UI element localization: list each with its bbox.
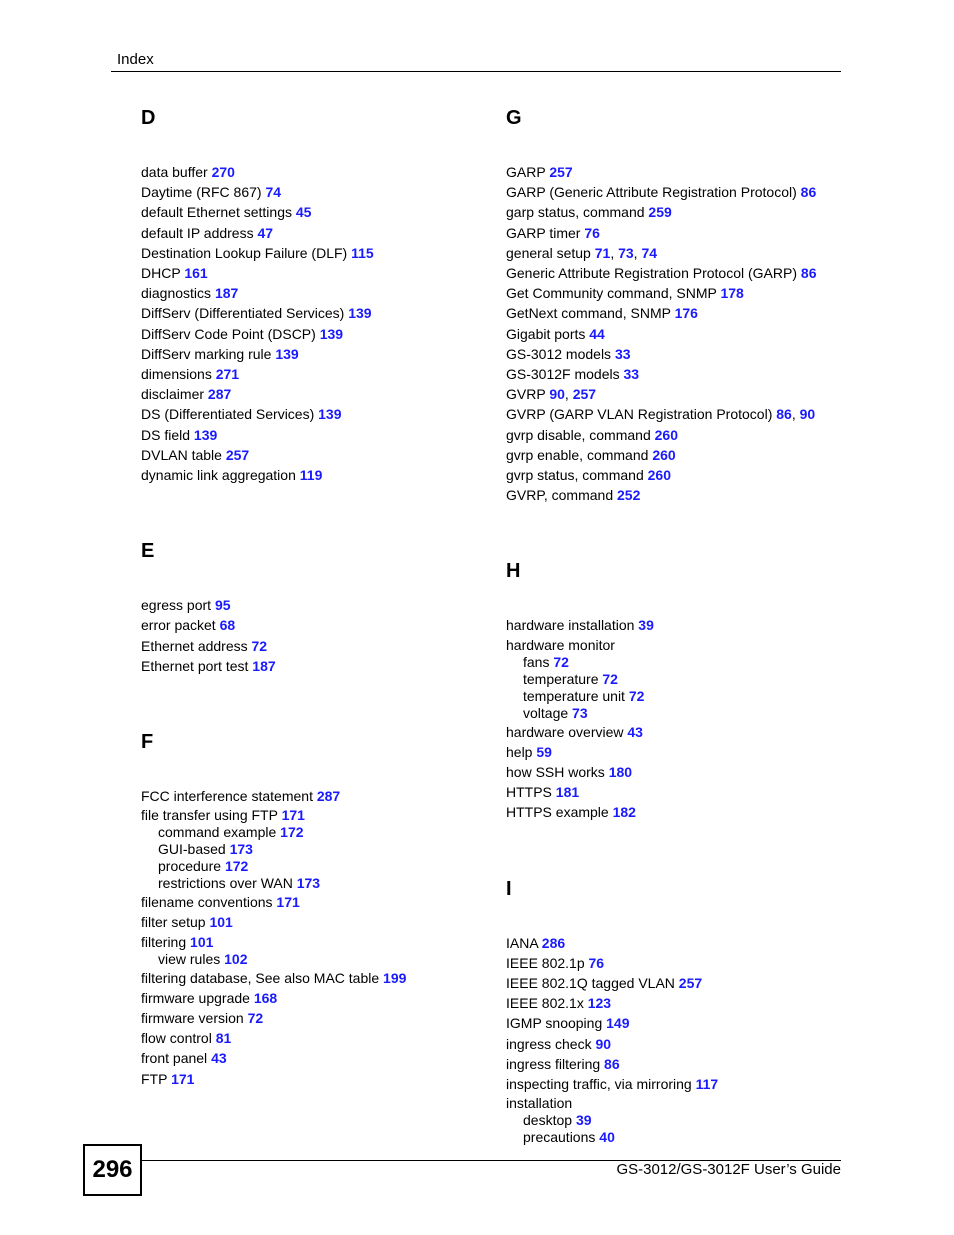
section-letter: D bbox=[141, 107, 156, 129]
index-term: front panel bbox=[141, 1050, 208, 1067]
index-term: ingress filtering bbox=[506, 1055, 601, 1072]
page-reference-link[interactable]: 171 bbox=[281, 807, 305, 824]
page-reference-link[interactable]: 73 bbox=[618, 244, 634, 261]
page-reference-link[interactable]: 173 bbox=[229, 841, 253, 858]
index-term: DHCP bbox=[141, 265, 181, 282]
index-section-d bbox=[141, 104, 491, 485]
index-subentry bbox=[141, 951, 491, 968]
page-reference-link[interactable]: 43 bbox=[211, 1050, 227, 1067]
index-entry bbox=[506, 722, 856, 742]
index-term: DVLAN table bbox=[141, 446, 222, 463]
section-entries bbox=[141, 595, 491, 676]
section-entries bbox=[506, 162, 856, 505]
index-term: firmware upgrade bbox=[141, 989, 250, 1006]
page-reference-link[interactable]: 101 bbox=[209, 914, 233, 931]
page-reference-link[interactable]: 33 bbox=[614, 345, 631, 362]
index-entry bbox=[141, 988, 491, 1008]
index-subentry bbox=[141, 875, 491, 892]
running-header: Index bbox=[117, 51, 154, 68]
index-entry bbox=[141, 223, 491, 243]
index-term: procedure bbox=[158, 858, 222, 875]
index-term: flow control bbox=[141, 1030, 212, 1047]
page-reference-link[interactable]: 86 bbox=[776, 406, 792, 423]
page-reference-link[interactable]: 76 bbox=[588, 954, 605, 971]
index-term: DS (Differentiated Services) bbox=[141, 406, 315, 423]
section-letter: G bbox=[506, 107, 522, 129]
page-reference-link[interactable]: 90 bbox=[799, 406, 816, 423]
index-term: command example bbox=[158, 824, 277, 841]
page-reference-link[interactable]: 139 bbox=[275, 345, 299, 362]
page-reference-link[interactable]: 161 bbox=[184, 265, 208, 282]
page-reference-link[interactable]: 71 bbox=[594, 244, 611, 261]
index-term: GUI-based bbox=[158, 841, 226, 858]
page-reference-link[interactable]: 172 bbox=[224, 858, 249, 875]
index-entry bbox=[141, 1028, 491, 1048]
index-term: GARP bbox=[506, 164, 546, 180]
index-entry bbox=[506, 973, 856, 993]
page-reference-link[interactable]: 252 bbox=[617, 487, 641, 504]
section-letter: F bbox=[141, 731, 154, 754]
index-entry bbox=[141, 912, 491, 932]
page-reference-link[interactable]: 271 bbox=[215, 366, 240, 383]
index-term: ingress check bbox=[506, 1035, 592, 1052]
page-reference-link[interactable]: 260 bbox=[652, 446, 676, 463]
page-reference-link[interactable]: 168 bbox=[253, 989, 278, 1006]
index-entry bbox=[141, 636, 491, 656]
index-entry bbox=[506, 445, 856, 465]
page-reference-link[interactable]: 257 bbox=[549, 164, 573, 180]
index-subentry bbox=[506, 688, 856, 705]
index-term: filtering database, See also MAC table bbox=[141, 969, 380, 986]
index-entry bbox=[141, 595, 491, 615]
index-term: data buffer bbox=[141, 164, 208, 180]
index-term: DiffServ Code Point (DSCP) bbox=[141, 325, 316, 342]
index-term: temperature unit bbox=[523, 687, 625, 704]
index-term: hardware monitor bbox=[506, 636, 615, 653]
index-term: general setup bbox=[506, 244, 591, 261]
page-reference-link[interactable]: 270 bbox=[211, 164, 235, 180]
page-reference-link[interactable]: 259 bbox=[648, 204, 672, 221]
page-reference-link[interactable]: 39 bbox=[575, 1112, 592, 1129]
index-term: GetNext command, SNMP bbox=[506, 305, 671, 322]
page-reference-link[interactable]: 76 bbox=[584, 224, 600, 241]
page-reference-link[interactable]: 260 bbox=[654, 426, 678, 443]
index-entry bbox=[506, 782, 856, 802]
index-entry bbox=[141, 425, 491, 445]
page-reference-link[interactable]: 102 bbox=[224, 950, 248, 967]
page-reference-link[interactable]: 86 bbox=[800, 184, 817, 201]
index-term: dynamic link aggregation bbox=[141, 467, 296, 484]
index-term: filename conventions bbox=[141, 894, 273, 911]
page-reference-link[interactable]: 181 bbox=[555, 784, 580, 801]
page-reference-link[interactable]: 187 bbox=[252, 657, 276, 674]
page-reference-link[interactable]: 287 bbox=[207, 386, 232, 403]
page-reference-link[interactable]: 90 bbox=[549, 386, 565, 403]
index-entry bbox=[506, 162, 856, 182]
index-entry bbox=[141, 445, 491, 465]
index-entry bbox=[141, 303, 491, 323]
index-entry bbox=[141, 344, 491, 364]
index-entry bbox=[141, 892, 491, 912]
index-term: firmware version bbox=[141, 1010, 244, 1027]
index-entry bbox=[141, 615, 491, 635]
index-term: Gigabit ports bbox=[506, 325, 586, 342]
page-reference-link[interactable]: 59 bbox=[536, 743, 552, 760]
index-entry bbox=[506, 993, 856, 1013]
index-entry bbox=[141, 786, 491, 806]
section-letter: E bbox=[141, 540, 155, 563]
page-reference-link[interactable]: 260 bbox=[647, 467, 671, 484]
index-entry bbox=[506, 1074, 856, 1094]
page-reference-link[interactable]: 33 bbox=[623, 366, 640, 383]
index-term: gvrp enable, command bbox=[506, 446, 649, 463]
index-term: Ethernet port test bbox=[141, 657, 249, 674]
index-entry bbox=[141, 1008, 491, 1028]
index-term: DS field bbox=[141, 426, 191, 443]
index-entry bbox=[141, 364, 491, 384]
index-entry bbox=[141, 202, 491, 222]
section-letter: H bbox=[506, 560, 521, 583]
section-entries bbox=[141, 786, 491, 1089]
page-reference-link[interactable]: 139 bbox=[318, 406, 342, 423]
index-term: Daytime (RFC 867) bbox=[141, 184, 262, 201]
page-reference-link[interactable]: 119 bbox=[299, 467, 323, 484]
index-term: diagnostics bbox=[141, 285, 212, 302]
page-reference-link[interactable]: 72 bbox=[602, 670, 618, 687]
index-term: GS-3012F models bbox=[506, 366, 620, 383]
index-term: gvrp status, command bbox=[506, 467, 644, 484]
page-reference-link[interactable]: 72 bbox=[628, 687, 645, 704]
index-entry bbox=[141, 933, 491, 951]
index-entry bbox=[506, 303, 856, 323]
index-term: IANA bbox=[506, 934, 538, 951]
index-subentry bbox=[141, 824, 491, 841]
page-reference-link[interactable]: 72 bbox=[251, 637, 268, 654]
index-entry bbox=[506, 1094, 856, 1112]
index-term: voltage bbox=[523, 704, 569, 721]
index-term: GVRP bbox=[506, 386, 546, 403]
index-column-right bbox=[506, 104, 856, 1146]
index-entry bbox=[506, 223, 856, 243]
index-subentry bbox=[141, 841, 491, 858]
page-reference-link[interactable]: 72 bbox=[553, 653, 569, 670]
index-entry bbox=[506, 344, 856, 364]
index-subentry bbox=[506, 1129, 856, 1146]
index-term: temperature bbox=[523, 670, 599, 687]
index-term: installation bbox=[506, 1095, 573, 1112]
page-reference-link[interactable]: 286 bbox=[541, 934, 566, 951]
index-entry: general setup 71, 73, 74 bbox=[506, 244, 658, 261]
index-entry bbox=[506, 742, 856, 762]
page-reference-link[interactable]: 43 bbox=[627, 723, 643, 740]
page-reference-link[interactable]: 40 bbox=[599, 1129, 615, 1146]
page-reference-link[interactable]: 176 bbox=[674, 305, 698, 322]
section-entries bbox=[506, 615, 856, 822]
page-reference-link[interactable]: 173 bbox=[296, 875, 321, 892]
page-reference-link[interactable]: 287 bbox=[316, 788, 341, 805]
page-reference-link[interactable]: 81 bbox=[215, 1030, 232, 1047]
index-term: view rules bbox=[158, 950, 221, 967]
index-entry: GVRP (GARP VLAN Registration Protocol) 86, 90 bbox=[506, 406, 816, 423]
index-term: hardware installation bbox=[506, 617, 635, 634]
index-term: filter setup bbox=[141, 914, 206, 931]
page-reference-link[interactable]: 171 bbox=[171, 1070, 195, 1087]
page-reference-link[interactable]: 44 bbox=[589, 325, 605, 342]
page-number: 296 bbox=[83, 1144, 142, 1196]
page-reference-link[interactable]: 257 bbox=[225, 446, 250, 463]
index-term: disclaimer bbox=[141, 386, 205, 403]
index-term: IEEE 802.1p bbox=[506, 954, 585, 971]
index-term: how SSH works bbox=[506, 764, 605, 781]
index-term: fans bbox=[523, 653, 550, 670]
index-entry bbox=[506, 263, 856, 283]
index-term: garp status, command bbox=[506, 204, 645, 221]
index-entry bbox=[506, 1054, 856, 1074]
page-reference-link[interactable]: 199 bbox=[383, 969, 407, 986]
page-reference-link[interactable]: 47 bbox=[257, 224, 274, 241]
index-term: GARP timer bbox=[506, 224, 581, 241]
page-reference-link[interactable]: 123 bbox=[587, 995, 612, 1012]
index-term: desktop bbox=[523, 1112, 573, 1129]
index-term: egress port bbox=[141, 597, 212, 614]
page-reference-link[interactable]: 139 bbox=[319, 325, 344, 342]
page-reference-link[interactable]: 74 bbox=[265, 184, 282, 201]
index-term: file transfer using FTP bbox=[141, 807, 278, 824]
index-column-left bbox=[141, 104, 491, 1089]
index-term: HTTPS bbox=[506, 784, 552, 801]
page-reference-link[interactable]: 187 bbox=[214, 285, 239, 302]
page-reference-link[interactable]: 68 bbox=[219, 617, 236, 634]
index-term: Destination Lookup Failure (DLF) bbox=[141, 244, 348, 261]
page-reference-link[interactable]: 178 bbox=[720, 285, 744, 302]
index-entry bbox=[141, 1048, 491, 1068]
index-term: DiffServ marking rule bbox=[141, 345, 272, 362]
index-entry bbox=[506, 802, 856, 822]
index-term: dimensions bbox=[141, 366, 212, 383]
page-reference-link[interactable]: 257 bbox=[572, 386, 597, 403]
index-entry bbox=[506, 615, 856, 635]
index-entry bbox=[506, 1013, 856, 1033]
index-term: GS-3012 models bbox=[506, 345, 612, 362]
index-entry bbox=[141, 384, 491, 404]
index-entry bbox=[506, 636, 856, 654]
index-entry bbox=[141, 283, 491, 303]
index-term: default Ethernet settings bbox=[141, 204, 292, 221]
index-term: error packet bbox=[141, 617, 216, 634]
index-subentry bbox=[506, 671, 856, 688]
index-entry bbox=[506, 364, 856, 384]
index-section-i bbox=[506, 875, 856, 1147]
index-subentry bbox=[506, 1112, 856, 1129]
index-entry bbox=[141, 465, 491, 485]
index-subentry bbox=[141, 858, 491, 875]
index-term: restrictions over WAN bbox=[158, 875, 293, 892]
header-rule bbox=[111, 71, 841, 72]
page-reference-link[interactable]: 95 bbox=[214, 597, 231, 614]
index-subentry bbox=[506, 705, 856, 722]
index-section-e bbox=[141, 537, 491, 676]
index-term: HTTPS example bbox=[506, 804, 609, 821]
index-subentry bbox=[506, 654, 856, 671]
index-term: filtering bbox=[141, 933, 187, 950]
index-term: FTP bbox=[141, 1070, 168, 1087]
index-term: gvrp disable, command bbox=[506, 426, 651, 443]
index-entry bbox=[141, 806, 491, 824]
page-reference-link[interactable]: 139 bbox=[348, 305, 372, 322]
index-entry bbox=[141, 162, 491, 182]
index-entry bbox=[141, 968, 491, 988]
index-section-h bbox=[506, 557, 856, 822]
index-term: FCC interference statement bbox=[141, 788, 313, 805]
page-reference-link[interactable]: 257 bbox=[678, 975, 703, 992]
index-term: Get Community command, SNMP bbox=[506, 285, 717, 302]
index-term: hardware overview bbox=[506, 723, 624, 740]
page-reference-link[interactable]: 73 bbox=[572, 704, 588, 721]
index-entry bbox=[141, 1069, 491, 1089]
index-term: IGMP snooping bbox=[506, 1015, 603, 1032]
index-entry bbox=[506, 485, 856, 505]
page-reference-link[interactable]: 45 bbox=[295, 204, 312, 221]
index-term: DiffServ (Differentiated Services) bbox=[141, 305, 345, 322]
index-entry bbox=[506, 762, 856, 782]
index-term: GVRP (GARP VLAN Registration Protocol) bbox=[506, 406, 773, 423]
page-reference-link[interactable]: 172 bbox=[280, 824, 304, 841]
index-section-f bbox=[141, 728, 491, 1089]
page-reference-link[interactable]: 86 bbox=[604, 1055, 620, 1072]
index-entry bbox=[506, 953, 856, 973]
section-entries bbox=[506, 933, 856, 1147]
section-letter: I bbox=[506, 877, 512, 900]
page-reference-link[interactable]: 74 bbox=[641, 244, 658, 261]
page-reference-link[interactable]: 39 bbox=[638, 617, 654, 634]
page-reference-link[interactable]: 171 bbox=[276, 894, 300, 911]
index-entry bbox=[141, 324, 491, 344]
index-term: GARP (Generic Attribute Registration Protocol) bbox=[506, 184, 797, 201]
page-reference-link[interactable]: 72 bbox=[247, 1010, 264, 1027]
index-entry bbox=[141, 656, 491, 676]
index-entry bbox=[506, 324, 856, 344]
page-reference-link[interactable]: 117 bbox=[695, 1076, 719, 1093]
index-entry bbox=[506, 182, 856, 202]
index-term: IEEE 802.1Q tagged VLAN bbox=[506, 975, 675, 992]
index-term: IEEE 802.1x bbox=[506, 995, 584, 1012]
index-term: precautions bbox=[523, 1129, 596, 1146]
index-entry bbox=[506, 933, 856, 953]
index-term: help bbox=[506, 743, 533, 760]
page-reference-link[interactable]: 101 bbox=[190, 933, 214, 950]
index-entry bbox=[141, 243, 491, 263]
index-entry bbox=[506, 425, 856, 445]
page-reference-link[interactable]: 90 bbox=[595, 1035, 612, 1052]
guide-title: GS-3012/GS-3012F User’s Guide bbox=[616, 1161, 841, 1178]
index-term: Generic Attribute Registration Protocol (GARP) bbox=[506, 265, 798, 282]
index-term: GVRP, command bbox=[506, 487, 614, 504]
index-entry bbox=[141, 182, 491, 202]
index-entry bbox=[506, 1034, 856, 1054]
page-reference-link[interactable]: 149 bbox=[606, 1015, 630, 1032]
page-reference-link[interactable]: 115 bbox=[351, 244, 374, 261]
index-entry bbox=[141, 263, 491, 283]
index-entry bbox=[506, 202, 856, 222]
page-reference-link[interactable]: 182 bbox=[612, 804, 636, 821]
page-reference-link[interactable]: 139 bbox=[193, 426, 218, 443]
page-reference-link[interactable]: 86 bbox=[800, 265, 817, 282]
index-term: inspecting traffic, via mirroring bbox=[506, 1076, 692, 1093]
index-entry bbox=[506, 465, 856, 485]
index-entry bbox=[506, 283, 856, 303]
page-reference-link[interactable]: 180 bbox=[608, 764, 633, 781]
section-entries bbox=[141, 162, 491, 485]
index-section-g bbox=[506, 104, 856, 505]
index-term: Ethernet address bbox=[141, 637, 248, 654]
index-entry: GVRP 90, 257 bbox=[506, 386, 597, 403]
index-entry bbox=[141, 404, 491, 424]
index-term: default IP address bbox=[141, 224, 254, 241]
